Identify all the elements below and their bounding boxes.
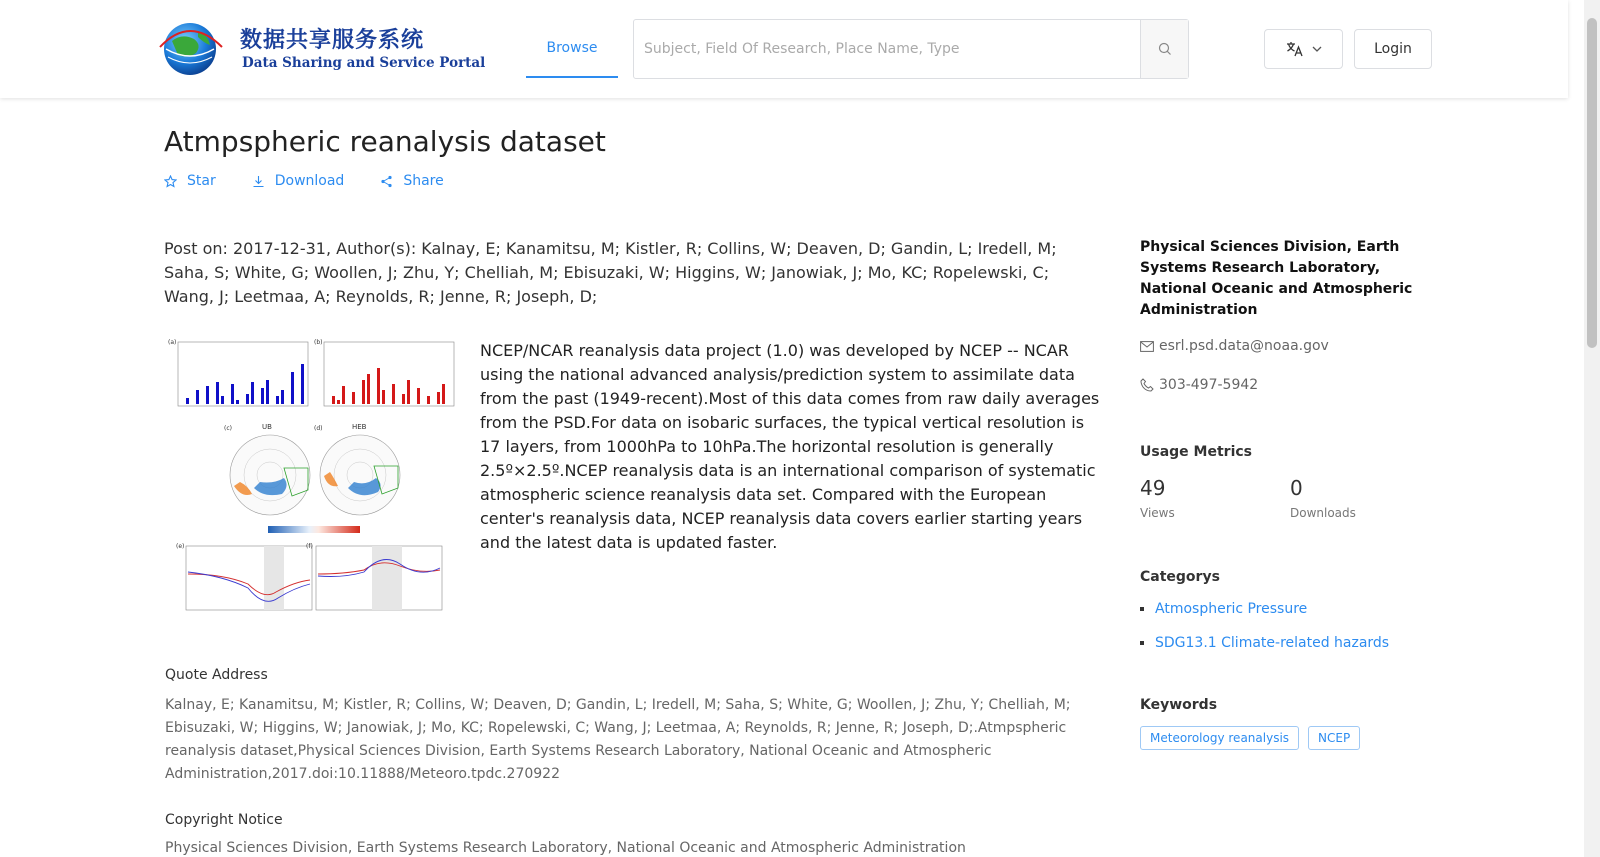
thumbnail-bar [442, 384, 445, 404]
usage-metrics-title: Usage Metrics [1140, 444, 1252, 460]
categories-title: Categorys [1140, 569, 1220, 585]
panel-f-letter: (f) [306, 543, 313, 550]
dataset-thumbnail[interactable] [164, 338, 460, 624]
thumbnail-bar [392, 384, 395, 404]
keyword-tag-ncep[interactable]: NCEP [1308, 726, 1360, 750]
downloads-count: 0 [1290, 476, 1303, 500]
panel-c-polar-map [230, 435, 310, 515]
thumbnail-bar [377, 368, 380, 404]
mail-icon [1140, 341, 1154, 352]
thumbnail-bar [251, 382, 254, 404]
views-label: Views [1140, 506, 1175, 520]
dataset-actions [164, 173, 444, 189]
panel-e-letter: (e) [176, 543, 185, 550]
keyword-tag-meteorology-reanalysis[interactable]: Meteorology reanalysis [1140, 726, 1299, 750]
thumbnail-bar [236, 400, 239, 404]
thumbnail-bar [276, 396, 279, 404]
thumbnail-bar [437, 392, 440, 404]
thumbnail-bar [362, 380, 365, 404]
downloads-label: Downloads [1290, 506, 1356, 520]
copyright-title: Copyright Notice [165, 812, 283, 828]
panel-b-letter: (b) [314, 339, 323, 346]
copyright-text: Physical Sciences Division, Earth Systems Research Laboratory, National Oceanic and Atmospheric Administration [165, 840, 966, 856]
post-info: Post on: 2017-12-31, Author(s): Kalnay, E; Kanamitsu, M; Kistler, R; Collins, W; Deaven, D; Gandin, L; Iredell, M; Saha, S; White, G; Woollen, J; Zhu, Y; Chelliah, M; Ebisuzaki, W; Higgins, W; Janowiak, J; Mo, KC; Ropelewski, C; Wang, J; Leetmaa, A; Reynolds, R; Jenne, R; Joseph, D; [164, 239, 1057, 306]
views-count: 49 [1140, 476, 1166, 500]
dataset-abstract: NCEP/NCAR reanalysis data project (1.0) was developed by NCEP -- NCAR using the national advanced analysis/prediction system to assimilate data from the past (1949-recent).Most of this data comes from raw daily averages from the PSD.For data on isobaric surfaces, the typical vertical resolution is 17 layers, from 1000hPa to 10hPa.The horizontal resolution is generally 2.5º×2.5º.NCEP reanalysis data is an international comparison of systematic atmospheric science reanalysis data set. Compared with the European center's reanalysis data, NCEP reanalysis data covers earlier starting years and the latest data is updated faster. [480, 341, 1100, 552]
scrollbar-thumb[interactable] [1587, 18, 1597, 348]
keyword-tags [1140, 726, 1360, 750]
login-button[interactable]: Login [1354, 29, 1432, 69]
thumbnail-bar [407, 380, 410, 404]
search-bar [633, 19, 1189, 79]
panel-d-polar-map [320, 435, 400, 515]
panel-e-frame [186, 546, 312, 610]
language-switch-button[interactable] [1264, 29, 1343, 69]
organization-name: Physical Sciences Division, Earth Systems Research Laboratory, National Oceanic and Atmospheric Administration [1140, 239, 1413, 318]
logo-english-title: Data Sharing and Service Portal [242, 55, 486, 71]
category-label: SDG13.1 Climate-related hazards [1155, 635, 1390, 651]
nav-browse-tab[interactable]: Browse [526, 0, 618, 78]
contact-phone [1140, 377, 1258, 393]
panel-c-letter: (c) [224, 425, 232, 432]
thumbnail-bar [206, 386, 209, 404]
share-button[interactable] [380, 173, 443, 189]
star-icon [164, 175, 177, 188]
thumbnail-bar [367, 374, 370, 404]
panel-a-letter: (a) [168, 339, 177, 346]
download-icon [252, 175, 265, 188]
thumbnail-bar [261, 388, 264, 404]
thumbnail-bar [281, 390, 284, 404]
panel-f-shade [372, 546, 402, 610]
thumbnail-bar [221, 396, 224, 404]
share-label: Share [403, 173, 444, 189]
thumbnail-bar [291, 372, 294, 404]
thumbnail-bar [352, 392, 355, 404]
dataset-title: Atmpspheric reanalysis dataset [164, 125, 606, 158]
share-icon [380, 175, 393, 188]
email-text: esrl.psd.data@noaa.gov [1159, 338, 1329, 354]
keywords-title: Keywords [1140, 697, 1218, 713]
panel-d-letter: (d) [314, 425, 323, 432]
bullet [1140, 607, 1144, 611]
site-logo[interactable] [152, 19, 486, 79]
thumbnail-bar [337, 400, 340, 404]
thumbnail-bar [246, 394, 249, 404]
quote-address-title: Quote Address [165, 667, 268, 683]
logo-chinese-title: 数据共享服务系统 [240, 27, 425, 53]
panel-c-title: UB [262, 423, 272, 431]
quote-address-text: Kalnay, E; Kanamitsu, M; Kistler, R; Collins, W; Deaven, D; Gandin, L; Iredell, M; Saha, S; White, G; Woollen, J; Zhu, Y; Chelliah, M; Ebisuzaki, W; Higgins, W; Janowiak, J; Mo, KC; Ropelewski, C; Wang, J; Leetmaa, A; Reynolds, R; Jenne, R; Joseph, D;.Atmpspheric reanalysis dataset,Physical Sciences Division, Earth Systems Research Laboratory, National Oceanic and Atmospheric Administration,2017.doi:10.11888/Meteoro.tpdc.270922 [165, 697, 1071, 782]
globe-logo-icon [152, 19, 234, 79]
download-button[interactable] [252, 173, 345, 189]
thumbnail-bar [301, 364, 304, 404]
search-icon [1158, 42, 1172, 56]
top-header [0, 0, 1568, 98]
contact-email [1140, 338, 1329, 354]
page-scrollbar[interactable] [1584, 0, 1600, 857]
download-label: Download [274, 173, 345, 189]
thumbnail-bar [231, 384, 234, 404]
category-link-sdg13-1[interactable] [1140, 635, 1389, 651]
thumbnail-bar [342, 386, 345, 404]
colorbar [268, 526, 360, 533]
thumbnail-bar [427, 396, 430, 404]
search-input[interactable] [634, 20, 1140, 78]
bullet [1140, 641, 1144, 645]
phone-text: 303-497-5942 [1159, 377, 1259, 393]
star-button[interactable] [164, 173, 216, 189]
panel-d-title: HEB [352, 423, 367, 431]
thumbnail-bar [417, 388, 420, 404]
thumbnail-bar [402, 394, 405, 404]
thumbnail-bar [196, 390, 199, 404]
thumbnail-bar [216, 382, 219, 404]
star-label: Star [187, 173, 216, 189]
thumbnail-bar [332, 396, 335, 404]
translate-icon [1286, 41, 1304, 57]
chevron-down-icon [1312, 46, 1322, 52]
thumbnail-bar [186, 398, 189, 404]
phone-icon [1140, 378, 1154, 392]
category-label: Atmospheric Pressure [1155, 601, 1308, 617]
thumbnail-bar [382, 390, 385, 404]
thumbnail-bar [266, 380, 269, 404]
category-link-atmospheric-pressure[interactable] [1140, 601, 1307, 617]
search-button[interactable] [1140, 20, 1188, 78]
thumbnail-figure [164, 338, 460, 624]
